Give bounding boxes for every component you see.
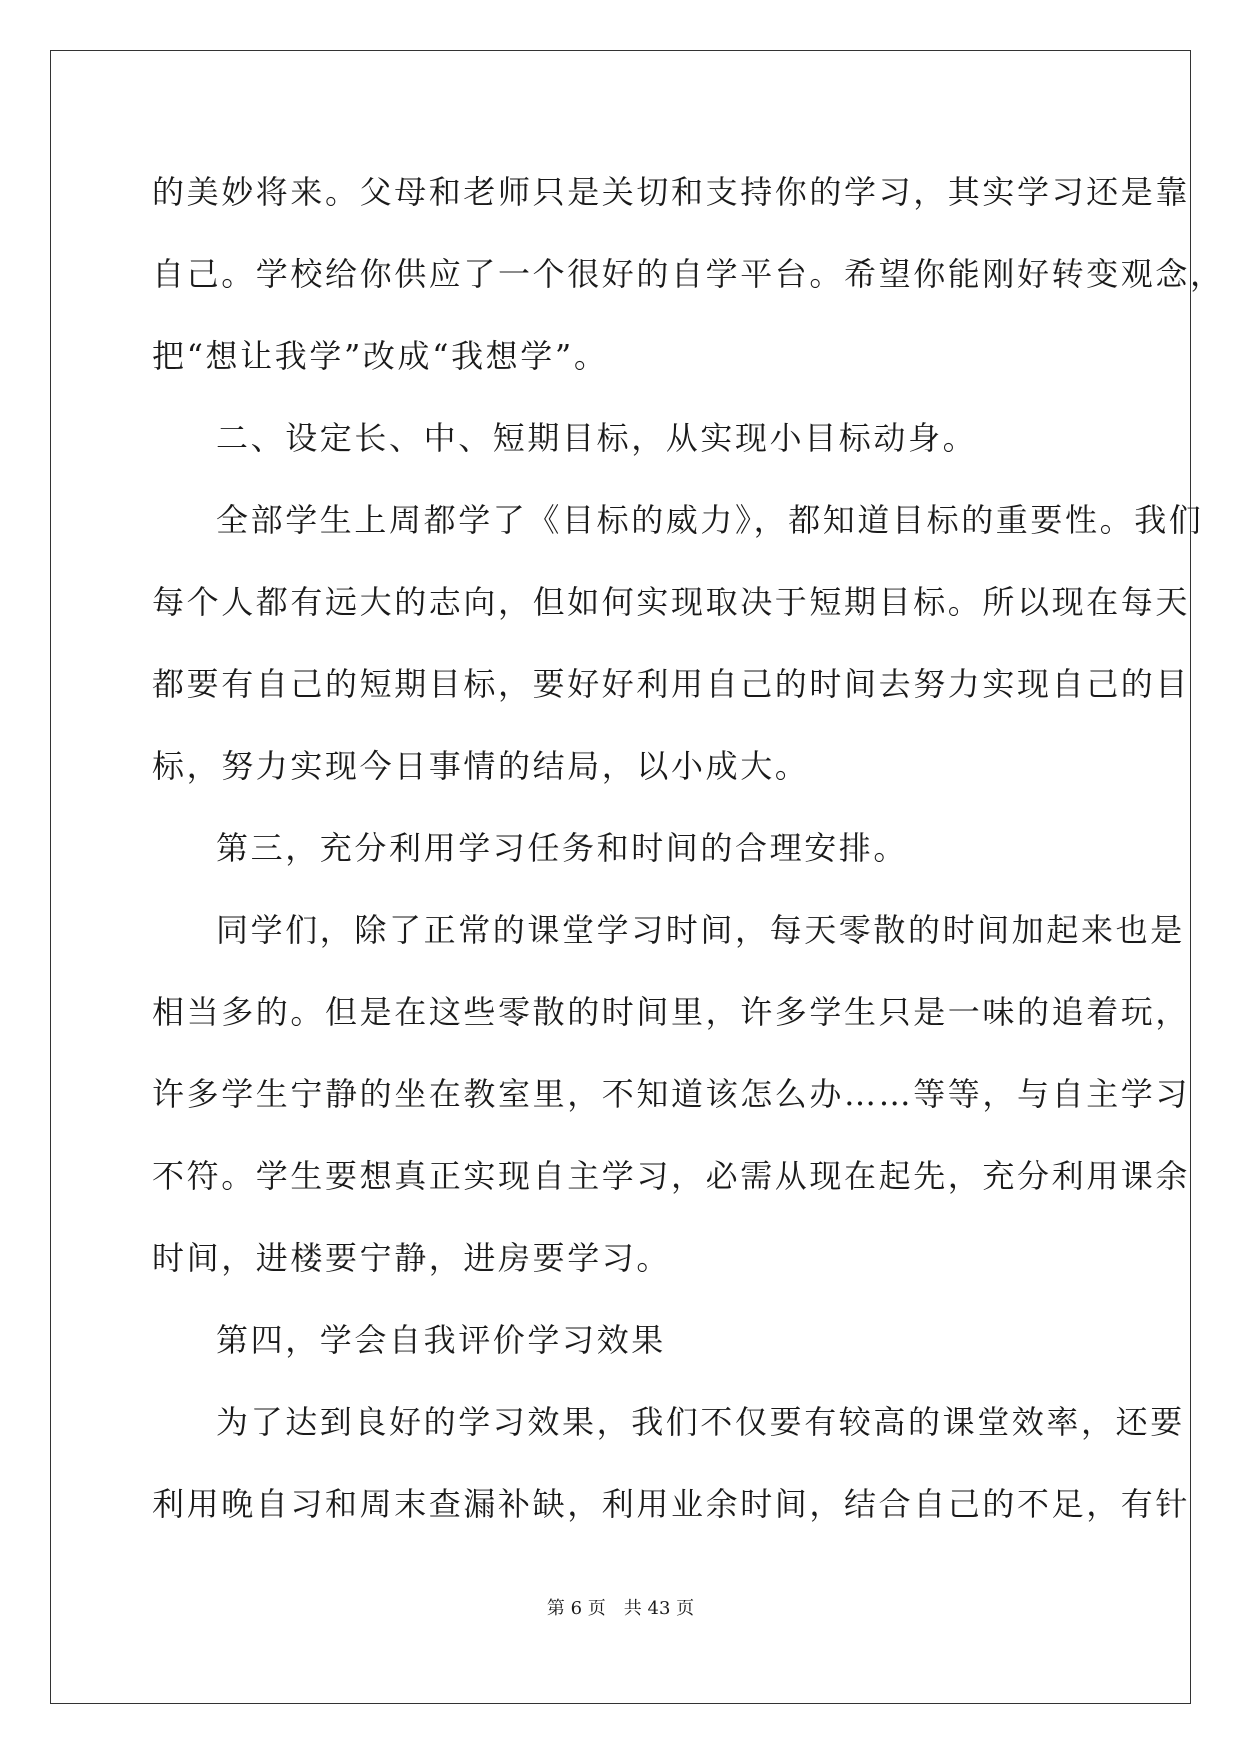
paragraph-start: 全部学生上周都学了《目标的威力》，都知道目标的重要性。我们 — [216, 501, 1204, 539]
text-line: 标，努力实现今日事情的结局，以小成大。 — [152, 747, 810, 785]
document-body — [152, 166, 1225, 1560]
text-line: 许多学生宁静的坐在教室里，不知道该怎么办……等等，与自主学习 — [152, 1075, 1191, 1113]
text-line: 把“想让我学”改成“我想学”。 — [152, 337, 609, 375]
section-heading: 二、设定长、中、短期目标，从实现小目标动身。 — [216, 419, 978, 457]
page-number-footer: 第 6 页 共 43 页 — [546, 1598, 695, 1619]
text-line: 时间，进楼要宁静，进房要学习。 — [152, 1239, 672, 1277]
section-heading: 第三，充分利用学习任务和时间的合理安排。 — [216, 829, 909, 867]
text-line: 都要有自己的短期目标，要好好利用自己的时间去努力实现自己的目 — [152, 665, 1191, 703]
paragraph-start: 同学们，除了正常的课堂学习时间，每天零散的时间加起来也是 — [216, 911, 1185, 949]
text-line: 利用晚自习和周末查漏补缺，利用业余时间，结合自己的不足，有针 — [152, 1485, 1191, 1523]
text-line: 自己。学校给你供应了一个很好的自学平台。希望你能刚好转变观念， — [152, 255, 1225, 293]
text-line: 每个人都有远大的志向，但如何实现取决于短期目标。所以现在每天 — [152, 583, 1191, 621]
text-line: 不符。学生要想真正实现自主学习，必需从现在起先，充分利用课余 — [152, 1157, 1191, 1195]
text-line: 的美妙将来。父母和老师只是关切和支持你的学习，其实学习还是靠 — [152, 173, 1191, 211]
section-heading: 第四，学会自我评价学习效果 — [216, 1321, 666, 1359]
text-line: 相当多的。但是在这些零散的时间里，许多学生只是一味的追着玩， — [152, 993, 1191, 1031]
paragraph-start: 为了达到良好的学习效果，我们不仅要有较高的课堂效率，还要 — [216, 1403, 1185, 1441]
